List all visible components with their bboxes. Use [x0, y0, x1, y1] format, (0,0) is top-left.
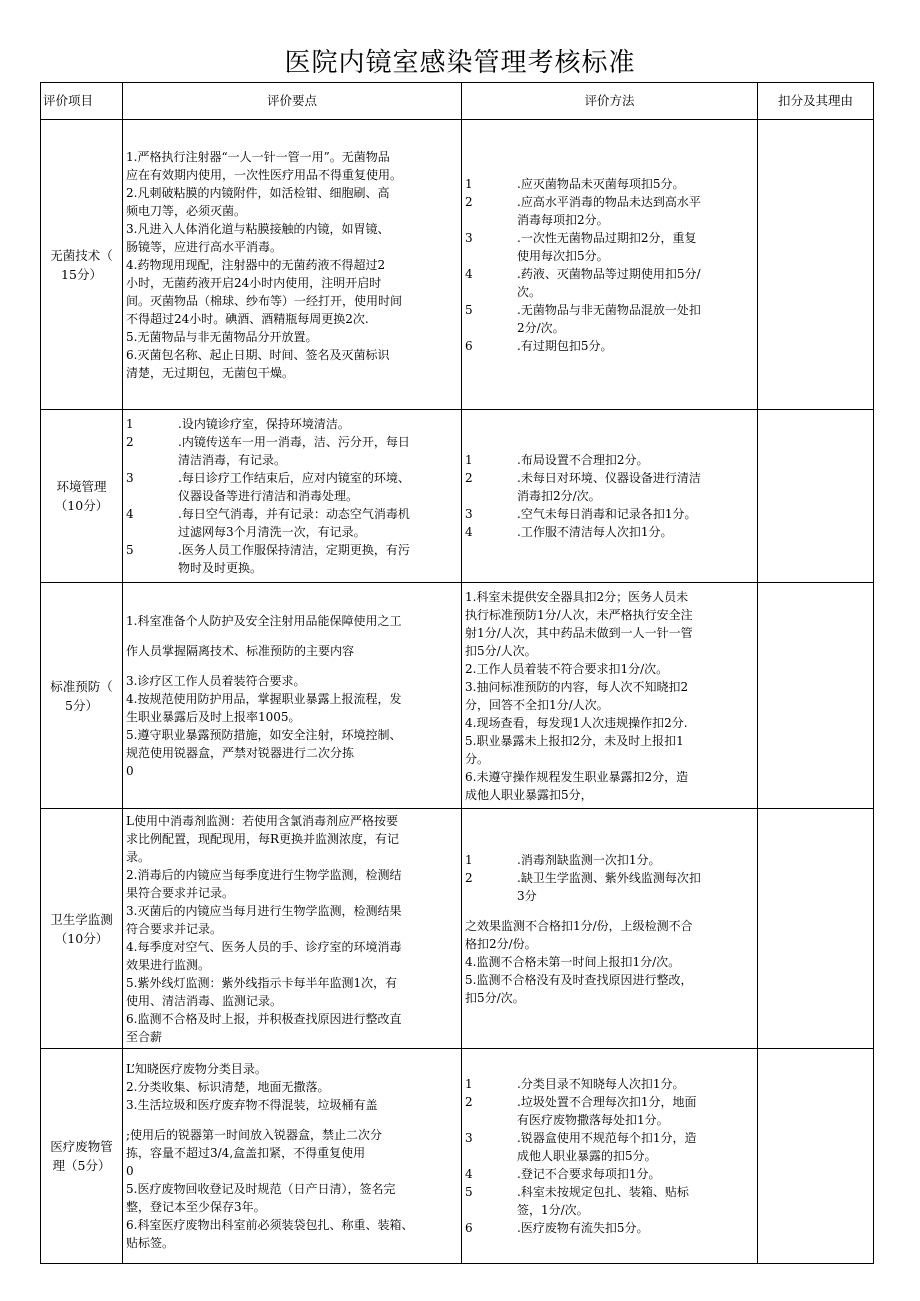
text-line	[465, 283, 755, 301]
item-number: 5	[126, 543, 134, 557]
item-number: 3	[465, 507, 473, 521]
table-row	[41, 583, 874, 809]
text-line	[465, 1093, 755, 1111]
item-number: 5	[465, 1185, 473, 1199]
item-number: 3	[465, 1131, 473, 1145]
text-line: L使用中消毒剂监测：若使用含氯消毒剂应严格按要	[126, 813, 398, 828]
item-text: .应灭菌物品未灭菌每项扣5分。	[517, 176, 685, 191]
item-text: 过滤网每3个月清洗一次，有记录。	[178, 525, 366, 539]
text-line: 间。灭菌物品（棉球、纱布等）一经打开，使用时间	[126, 293, 403, 308]
text-line: 果符合要求并记录。	[126, 885, 235, 900]
item-text: .缺卫生学监测、紫外线监测每次扣	[517, 870, 701, 885]
text-line: 效果进行监测。	[126, 957, 211, 972]
text-line: 5.紫外线灯监测：紫外线指示卡每半年监测1次，有	[126, 975, 398, 990]
text-line: 2.工作人员着装不符合要求扣1分/次。	[465, 661, 669, 676]
text-line: 4.每季度对空气、医务人员的手、诊疗室的环境消毒	[126, 939, 402, 954]
text-line	[465, 319, 755, 337]
item-text: .无菌物品与非无菌物品混放一处扣	[517, 302, 701, 317]
text-line	[465, 247, 755, 265]
text-line: 0	[126, 763, 134, 778]
points-cell	[123, 1049, 462, 1264]
deduction-cell[interactable]	[758, 583, 874, 809]
header-row	[41, 83, 874, 120]
text-line: ;使用后的锐器第一时间放入锐器盒，禁止二次分	[126, 1128, 383, 1142]
category-cell	[41, 120, 123, 410]
text-line: 3.生活垃圾和医疗废弃物不得混装，垃圾桶有盖	[126, 1098, 378, 1112]
item-text: .布局设置不合理扣2分。	[517, 453, 649, 467]
text-line: 之效果监测不合格扣1分/份，上级检测不合	[465, 918, 693, 933]
item-text: .科室未按规定包扎、装箱、贴标	[517, 1185, 689, 1199]
item-text: .每日诊疗工作结束后，应对内镜室的环境、	[178, 471, 410, 485]
line-gap	[126, 660, 459, 672]
text-line: 贴标签。	[126, 1236, 175, 1250]
category-cell	[41, 583, 123, 809]
item-text: .医务人员工作服保持清洁，定期更换，有污	[178, 543, 410, 557]
text-line: 射1分/人次，其中药品未做到一人一针一管	[465, 625, 693, 640]
text-line	[465, 505, 755, 523]
text-line: 录。	[126, 849, 151, 864]
item-number: 2	[465, 471, 473, 485]
item-text: 消毒扣2分/次。	[517, 489, 601, 503]
text-line: 1.科室准备个人防护及安全注射用品能保障使用之工	[126, 613, 402, 628]
item-text: 消毒每项扣2分。	[517, 212, 609, 227]
text-line: 15分）	[61, 266, 102, 282]
points-cell	[123, 809, 462, 1049]
text-line: 4.监测不合格未第一时间上报扣1分/次。	[465, 954, 681, 969]
text-line: 环境管理	[56, 479, 107, 494]
text-line: 清楚，无过期包，无菌包干燥。	[126, 365, 295, 380]
item-text: .每日空气消毒，并有记录：动态空气消毒机	[178, 507, 410, 521]
text-line: 执行标准预防1分/人次，未严格执行安全注	[465, 607, 693, 622]
header-points: 评价要点	[123, 83, 462, 120]
text-line: 1.科室未提供安全器具扣2分；医务人员未	[465, 589, 689, 604]
text-line: 作人员掌握隔离技术、标准预防的主要内容	[126, 643, 355, 658]
item-number: 2	[465, 1095, 473, 1109]
item-number: 4	[465, 525, 473, 539]
item-text: .消毒剂缺监测一次扣1分。	[517, 852, 661, 867]
category-cell	[41, 809, 123, 1049]
item-text: .锐器盒使用不规范每个扣1分，造	[517, 1131, 697, 1145]
methods-cell	[462, 583, 758, 809]
line-gap	[126, 630, 459, 642]
text-line: （10分）	[54, 498, 109, 513]
text-line: 2.凡刺破粘膜的内镜附件，如活检钳、细胞刷、高	[126, 185, 390, 200]
text-line	[465, 1129, 755, 1147]
text-line: 无菌技术（	[50, 247, 113, 263]
text-line: 5.无菌物品与非无菌物品分开放置。	[126, 329, 318, 344]
item-text: 有医疗废物撒落每处扣1分。	[517, 1113, 669, 1127]
text-line	[126, 541, 459, 559]
deduction-cell[interactable]	[758, 1049, 874, 1264]
text-line: 6.灭菌包名称、起止日期、时间、签名及灭菌标识	[126, 347, 390, 362]
text-line	[465, 193, 755, 211]
text-line: 6.监测不合格及时上报，并积极查找原因进行整改直	[126, 1011, 402, 1026]
text-line: 4.药物现用现配，注射器中的无菌药液不得超过2	[126, 257, 386, 272]
text-line: 3.凡进入人体消化道与粘膜接触的内镜，如胃镜、	[126, 221, 390, 236]
text-line: 分。	[465, 751, 490, 766]
item-text: .登记不合要求每项扣1分。	[517, 1167, 661, 1181]
text-line	[465, 487, 755, 505]
text-line: 规范使用锐器盒，严禁对锐器进行二次分拣	[126, 745, 355, 760]
text-line	[465, 469, 755, 487]
item-text: .内镜传送车一用一消毒，洁、污分开，每日	[178, 435, 410, 449]
deduction-cell[interactable]	[758, 410, 874, 583]
text-line: 6.科室医疗废物出科室前必须装袋包扎、称重、装箱、	[126, 1218, 414, 1232]
line-gap	[126, 1114, 459, 1126]
text-line	[465, 1111, 755, 1129]
table-row	[41, 410, 874, 583]
text-line	[465, 451, 755, 469]
header-method: 评价方法	[462, 83, 758, 120]
text-line: L’知晓医疗废物分类目录。	[126, 1062, 267, 1076]
item-number: 1	[465, 176, 473, 191]
item-text: 成他人职业暴露的扣5分。	[517, 1149, 657, 1163]
item-number: 6	[465, 1221, 473, 1235]
text-line	[465, 1075, 755, 1093]
text-line: 理（5分）	[52, 1158, 111, 1173]
item-text: 清洁消毒，有记录。	[178, 453, 287, 467]
methods-cell	[462, 410, 758, 583]
text-line	[465, 851, 755, 869]
text-line	[465, 523, 755, 541]
text-line: 5.职业暴露未上报扣2分，未及时上报扣1	[465, 733, 684, 748]
item-number: 2	[126, 435, 134, 449]
item-number: 6	[465, 338, 473, 353]
item-text: 2分/次。	[517, 320, 565, 335]
item-text: .应高水平消毒的物品未达到高水平	[517, 194, 701, 209]
item-number: 1	[465, 852, 473, 867]
text-line: 1.严格执行注射器“一人一针一管一用”。无菌物品	[126, 149, 390, 164]
text-line	[465, 301, 755, 319]
item-text: .一次性无菌物品过期扣2分，重复	[517, 230, 697, 245]
text-line: 肠镜等，应进行高水平消毒。	[126, 239, 283, 254]
text-line	[465, 337, 755, 355]
item-number: 1	[465, 1077, 473, 1091]
text-line: 3.灭菌后的内镜应当每月进行生物学监测，检测结果	[126, 903, 402, 918]
text-line: 分，回答不全扣1分/人次。	[465, 697, 609, 712]
item-number: 1	[465, 453, 473, 467]
item-number: 3	[465, 230, 473, 245]
text-line	[126, 469, 459, 487]
header-item: 评价项目	[41, 83, 123, 120]
assessment-table	[40, 82, 874, 1264]
text-line: 使用、清洁消毒、监测记录。	[126, 993, 283, 1008]
text-line: 0	[126, 1164, 134, 1178]
text-line: 3.抽问标准预防的内容，每人次不知晓扣2	[465, 679, 689, 694]
item-text: .垃圾处置不合理每次扣1分，地面	[517, 1095, 697, 1109]
text-line	[465, 175, 755, 193]
item-text: 次。	[517, 284, 542, 299]
item-number: 4	[126, 507, 134, 521]
text-line: 扣5分/人次。	[465, 643, 537, 658]
text-line	[465, 265, 755, 283]
methods-cell	[462, 809, 758, 1049]
text-line	[126, 415, 459, 433]
text-line	[465, 869, 755, 887]
item-text: .医疗废物有流失扣5分。	[517, 1221, 649, 1235]
item-text: .有过期包扣5分。	[517, 338, 613, 353]
category-cell	[41, 410, 123, 583]
text-line: 5分）	[65, 697, 98, 713]
text-line	[465, 211, 755, 229]
text-line: 应在有效期内使用，一次性医疗用品不得重复使用。	[126, 167, 403, 182]
text-line: 成他人职业暴露扣5分，	[465, 787, 593, 802]
points-cell	[123, 120, 462, 410]
item-text: 3分	[517, 888, 537, 903]
text-line	[465, 1165, 755, 1183]
methods-cell	[462, 120, 758, 410]
table-row	[41, 809, 874, 1049]
table-row	[41, 1049, 874, 1264]
item-number: 2	[465, 870, 473, 885]
line-gap	[465, 905, 755, 917]
item-number: 1	[126, 417, 134, 431]
text-line	[465, 1183, 755, 1201]
deduction-cell[interactable]	[758, 809, 874, 1049]
text-line: 5.遵守职业暴露预防措施，如安全注射，环境控制、	[126, 727, 402, 742]
text-line: 频电刀等，必须灭菌。	[126, 203, 247, 218]
text-line: 2.分类收集、标识清楚，地面无撒落。	[126, 1080, 330, 1094]
text-line: 符合要求并记录。	[126, 921, 223, 936]
text-line: 6.未遵守操作规程发生职业暴露扣2分，造	[465, 769, 689, 784]
page-title: 医院内镜室感染管理考核标准	[284, 48, 636, 78]
item-text: .药液、灭菌物品等过期使用扣5分/	[517, 266, 701, 281]
item-text: .分类目录不知晓每人次扣1分。	[517, 1077, 685, 1091]
text-line	[465, 1147, 755, 1165]
text-line: 拣，容量不超过3/4,盒盖扣紧，不得重复使用	[126, 1146, 366, 1160]
text-line: 卫生学监测	[50, 911, 113, 927]
points-cell	[123, 583, 462, 809]
text-line	[126, 433, 459, 451]
text-line: 不得超过24小时。碘酒、酒精瓶每周更换2次.	[126, 311, 369, 326]
text-line	[465, 1201, 755, 1219]
text-line: 4.按规范使用防护用品，掌握职业暴露上报流程，发	[126, 691, 402, 706]
item-number: 5	[465, 302, 473, 317]
text-line: （10分）	[54, 930, 109, 946]
item-text: .工作服不清洁每人次扣1分。	[517, 525, 673, 539]
points-cell	[123, 410, 462, 583]
text-line	[126, 505, 459, 523]
item-number: 2	[465, 194, 473, 209]
header-deduction: 扣分及其理由	[758, 83, 874, 120]
text-line: 2.消毒后的内镜应当每季度进行生物学监测，检测结	[126, 867, 402, 882]
item-text: 仪器设备等进行清洁和消毒处理。	[178, 489, 359, 503]
text-line	[126, 559, 459, 577]
item-text: .未每日对环境、仪器设备进行清洁	[517, 471, 701, 485]
text-line: 生职业暴露后及时上报率1005。	[126, 709, 301, 724]
text-line: 格扣2分/份。	[465, 936, 537, 951]
table-row	[41, 120, 874, 410]
text-line: 5.医疗废物回收登记及时规范（日产日清），签名完	[126, 1182, 396, 1196]
methods-cell	[462, 1049, 758, 1264]
text-line	[126, 451, 459, 469]
text-line: 3.诊疗区工作人员着装符合要求。	[126, 673, 306, 688]
item-number: 4	[465, 266, 473, 281]
item-number: 4	[465, 1167, 473, 1181]
text-line	[126, 523, 459, 541]
text-line: 小时，无菌药液开启24小时内使用，注明开启时	[126, 275, 382, 290]
text-line	[465, 1219, 755, 1237]
text-line: 扣5分/次。	[465, 990, 525, 1005]
text-line	[465, 887, 755, 905]
item-text: .空气未每日消毒和记录各扣1分。	[517, 507, 697, 521]
text-line: 整，登记本至少保存3年。	[126, 1200, 266, 1214]
item-number: 3	[126, 471, 134, 485]
text-line: 医疗废物管	[50, 1139, 113, 1154]
text-line: 至合薪	[126, 1029, 163, 1044]
item-text: .设内镜诊疗室，保持环境清洁。	[178, 417, 350, 431]
text-line	[126, 487, 459, 505]
item-text: 签，1分/次。	[517, 1203, 589, 1217]
item-text: 使用每次扣5分。	[517, 248, 609, 263]
text-line: 5.监测不合格没有及时查找原因进行整改，	[465, 972, 693, 987]
text-line	[465, 229, 755, 247]
category-cell	[41, 1049, 123, 1264]
text-line: 标准预防（	[50, 678, 113, 694]
text-line: 求比例配置，现配现用，每R更换并监测浓度，有记	[126, 831, 400, 846]
deduction-cell[interactable]	[758, 120, 874, 410]
text-line: 4.现场查看，每发现1人次违规操作扣2分.	[465, 715, 688, 730]
item-text: 物时及时更换。	[178, 561, 263, 575]
